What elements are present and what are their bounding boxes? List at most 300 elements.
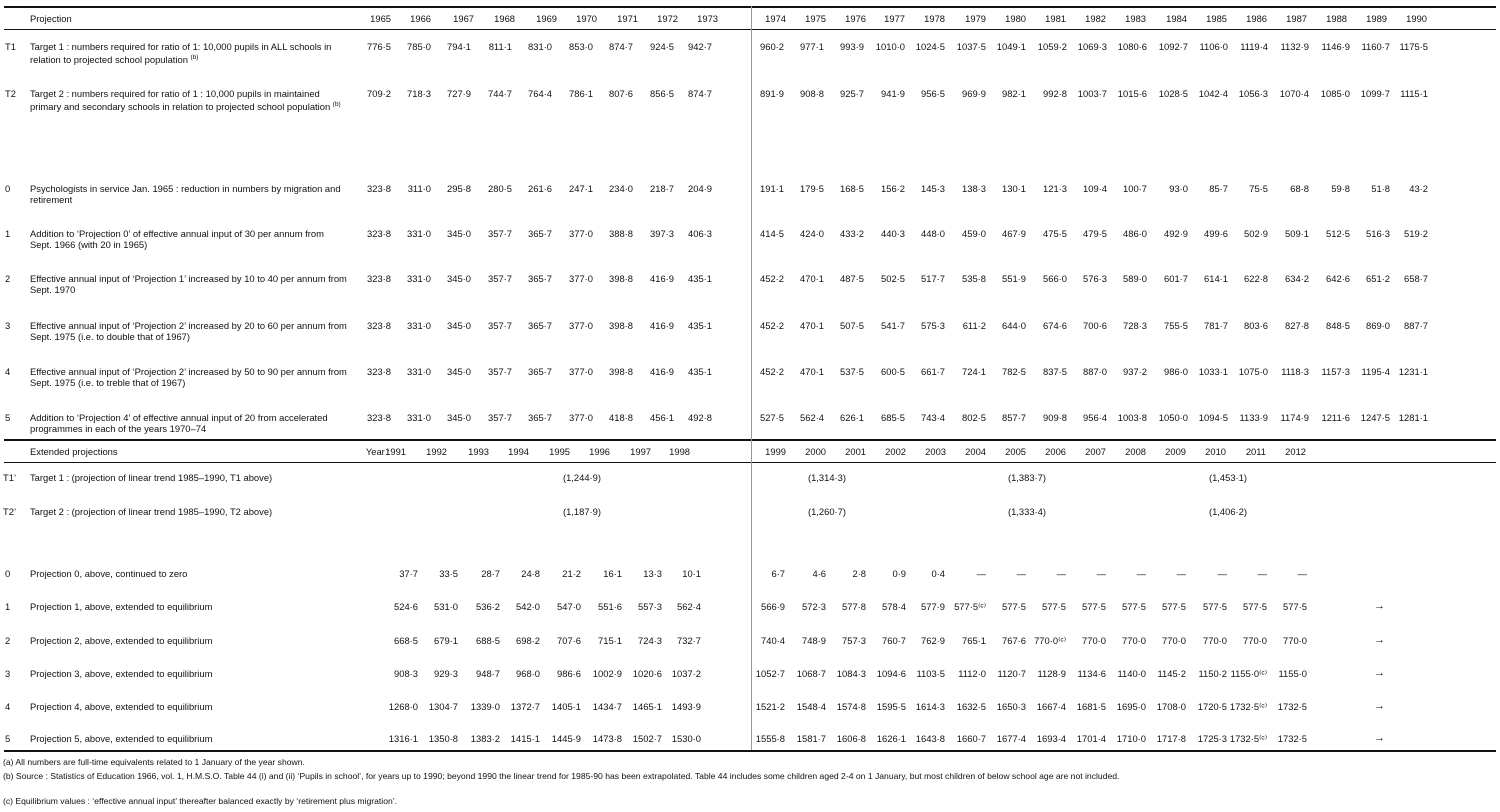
table-cell: 295·8	[447, 183, 471, 194]
table-cell: 0·9	[892, 568, 906, 579]
table-cell: —	[1176, 568, 1186, 579]
table-cell: 1304·7	[428, 701, 458, 712]
table-cell: 576·3	[1083, 273, 1107, 284]
table-cell: 388·8	[609, 228, 633, 239]
year-header: 1974	[765, 13, 786, 24]
year-header: 1977	[884, 13, 905, 24]
table-cell: 1103·5	[916, 668, 945, 679]
table-cell: 874·7	[688, 88, 712, 99]
table-cell: 794·1	[447, 41, 471, 52]
table-cell: 909·8	[1043, 412, 1067, 423]
table-cell: 1660·7	[956, 733, 986, 744]
row-label: Effective annual input of ‘Projection 1’ increased by 10 to 40 per annum from Sept. 1970	[30, 273, 347, 296]
table-cell: 575·3	[921, 320, 945, 331]
table-cell: 1003·8	[1117, 412, 1147, 423]
table-cell: 1080·6	[1117, 41, 1147, 52]
table-cell: 1075·0	[1238, 366, 1268, 377]
table-cell: 977·1	[800, 41, 824, 52]
arrow: →	[1374, 732, 1385, 744]
table-cell: 1415·1	[510, 733, 540, 744]
table-cell: 661·7	[921, 366, 945, 377]
table-cell: 377·0	[569, 366, 593, 377]
table-cell: 577·5	[1283, 601, 1307, 612]
table-cell: 831·0	[528, 41, 552, 52]
top-rule	[4, 6, 1496, 8]
table-cell: 1120·7	[997, 668, 1026, 679]
table-cell: 1701·4	[1076, 733, 1106, 744]
row-code: 2	[5, 273, 11, 284]
row-label: Projection 3, above, extended to equilibrium	[30, 668, 213, 679]
table-cell: 1574·8	[836, 701, 866, 712]
table-cell: 1732·5⁽ᶜ⁾	[1229, 701, 1267, 712]
table-cell: 1720·5	[1197, 701, 1227, 712]
table-cell: 365·7	[528, 273, 552, 284]
table-cell: 452·2	[760, 320, 784, 331]
table-cell: 948·7	[476, 668, 500, 679]
table-cell: 724·1	[962, 366, 986, 377]
extended-projections-title: Extended projections	[30, 446, 118, 457]
table-cell: 744·7	[488, 88, 512, 99]
year-header: 2008	[1125, 446, 1146, 457]
table-cell: 727·9	[447, 88, 471, 99]
table-cell: 1383·2	[470, 733, 500, 744]
table-cell: 323·8	[367, 228, 391, 239]
table-cell: 452·2	[760, 273, 784, 284]
row-code: T1’	[3, 472, 17, 483]
table-cell: 1150·2	[1198, 668, 1227, 679]
table-cell: 357·7	[488, 320, 512, 331]
year-header: 2003	[925, 446, 946, 457]
table-cell: 600·5	[881, 366, 905, 377]
table-cell: 993·9	[840, 41, 864, 52]
extended-header-rule	[4, 462, 1496, 463]
projection-header: Projection	[30, 13, 72, 24]
table-cell: 767·6	[1002, 635, 1026, 646]
table-cell: 1708·0	[1156, 701, 1186, 712]
table-cell: 1717·8	[1156, 733, 1186, 744]
row-code: 5	[5, 412, 11, 423]
table-cell: 357·7	[488, 366, 512, 377]
row-label: Effective annual input of ‘Projection 2’ increased by 50 to 90 per annum from Sept. 1975 (i.e. to treble that of 1967)	[30, 366, 347, 389]
table-cell: 986·0	[1164, 366, 1188, 377]
table-cell: 992·8	[1043, 88, 1067, 99]
table-cell: 416·9	[650, 320, 674, 331]
table-cell: 937·2	[1123, 366, 1147, 377]
year-header: 1999	[765, 446, 786, 457]
table-cell: 1434·7	[592, 701, 622, 712]
table-cell: 601·7	[1164, 273, 1188, 284]
table-cell: 1119·4	[1240, 41, 1268, 52]
table-cell: 1050·0	[1158, 412, 1188, 423]
table-cell: 345·0	[447, 366, 471, 377]
table-cell: 1068·7	[796, 668, 826, 679]
table-cell: 456·1	[650, 412, 674, 423]
table-cell: 642·6	[1326, 273, 1350, 284]
row-label: Target 2 : (projection of linear trend 1985–1990, T2 above)	[30, 506, 273, 517]
table-cell: 718·3	[407, 88, 431, 99]
year-header: 2009	[1165, 446, 1186, 457]
table-cell: 345·0	[447, 412, 471, 423]
table-cell: 674·6	[1043, 320, 1067, 331]
table-cell: 700·6	[1083, 320, 1107, 331]
year-header: 2001	[845, 446, 866, 457]
table-cell: 956·5	[921, 88, 945, 99]
table-cell: 479·5	[1083, 228, 1107, 239]
table-cell: 1092·7	[1158, 41, 1188, 52]
table-cell: 459·0	[962, 228, 986, 239]
table-cell: 1033·1	[1198, 366, 1228, 377]
table-cell: 331·0	[407, 273, 431, 284]
table-cell: 433·2	[840, 228, 864, 239]
table-cell: 1024·5	[915, 41, 945, 52]
table-cell: 1445·9	[551, 733, 581, 744]
table-cell: 1465·1	[632, 701, 662, 712]
table-cell: —	[1056, 568, 1066, 579]
table-cell: 770·0	[1122, 635, 1146, 646]
table-cell: 1530·0	[671, 733, 701, 744]
table-cell: 345·0	[447, 228, 471, 239]
table-cell: 280·5	[488, 183, 512, 194]
table-cell: 2·8	[852, 568, 866, 579]
table-cell: 887·7	[1404, 320, 1428, 331]
table-cell: 968·0	[516, 668, 540, 679]
table-cell: 803·6	[1244, 320, 1268, 331]
table-cell: 1316·1	[388, 733, 418, 744]
table-cell: 1010·0	[875, 41, 905, 52]
row-code: 1	[5, 228, 11, 239]
table-cell: 802·5	[962, 412, 986, 423]
table-cell: 785·0	[407, 41, 431, 52]
table-cell: —	[1096, 568, 1106, 579]
table-cell: 969·9	[962, 88, 986, 99]
table-cell: 577·8	[842, 601, 866, 612]
table-cell: 323·8	[367, 183, 391, 194]
table-cell: 467·9	[1002, 228, 1026, 239]
table-cell: 37·7	[399, 568, 418, 579]
table-cell: 51·8	[1371, 183, 1390, 194]
table-cell: 770·0	[1283, 635, 1307, 646]
row-code: T1	[5, 41, 16, 52]
table-cell: 1070·4	[1279, 88, 1309, 99]
table-cell: 1732·5	[1277, 733, 1307, 744]
table-cell: 541·7	[881, 320, 905, 331]
table-cell: 512·5	[1326, 228, 1350, 239]
year-header: 1967	[453, 13, 474, 24]
table-cell: 0·4	[931, 568, 945, 579]
table-cell: 626·1	[840, 412, 864, 423]
table-cell: 566·0	[1043, 273, 1067, 284]
table-cell: 398·8	[609, 366, 633, 377]
table-cell: 782·5	[1002, 366, 1026, 377]
table-cell: 492·9	[1164, 228, 1188, 239]
table-cell: 748·9	[802, 635, 826, 646]
year-header: 1983	[1125, 13, 1146, 24]
table-cell: 1725·3	[1197, 733, 1227, 744]
year-header: 2012	[1285, 446, 1306, 457]
table-cell: 869·0	[1366, 320, 1390, 331]
table-cell: 261·6	[528, 183, 552, 194]
table-cell: 1281·1	[1398, 412, 1428, 423]
table-cell: 1502·7	[632, 733, 662, 744]
year-header: 1985	[1206, 13, 1227, 24]
table-cell: 577·5	[1082, 601, 1106, 612]
table-cell: 956·4	[1083, 412, 1107, 423]
table-cell: 100·7	[1123, 183, 1147, 194]
year-header: 1988	[1326, 13, 1347, 24]
table-cell: 1339·0	[470, 701, 500, 712]
year-header: 1996	[589, 446, 610, 457]
table-cell: 1099·7	[1360, 88, 1390, 99]
table-cell: 1037·2	[671, 668, 701, 679]
table-cell: 557·3	[638, 601, 662, 612]
table-cell: 21·2	[562, 568, 581, 579]
table-cell: 1157·3	[1321, 366, 1350, 377]
footnote-marker: (b)	[332, 101, 341, 109]
year-header: 1965	[370, 13, 391, 24]
table-cell: 470·1	[800, 320, 824, 331]
table-cell: 698·2	[516, 635, 540, 646]
table-cell: 416·9	[650, 273, 674, 284]
table-cell: 762·9	[921, 635, 945, 646]
table-cell: 887·0	[1083, 366, 1107, 377]
table-cell: 908·8	[800, 88, 824, 99]
table-cell: 1155·0⁽ᶜ⁾	[1230, 668, 1267, 679]
year-header: 1972	[657, 13, 678, 24]
year-header: 1994	[508, 446, 529, 457]
table-cell: 891·9	[760, 88, 784, 99]
table-cell: 492·8	[688, 412, 712, 423]
table-cell: 1118·3	[1281, 366, 1309, 377]
year-header: 1975	[805, 13, 826, 24]
table-cell: 1094·5	[1198, 412, 1228, 423]
year-header: 1991	[385, 446, 406, 457]
table-cell: (1,383·7)	[1007, 472, 1046, 483]
table-cell: 519·2	[1404, 228, 1428, 239]
table-cell: 1002·9	[592, 668, 622, 679]
table-cell: 435·1	[688, 366, 712, 377]
table-cell: 1049·1	[996, 41, 1026, 52]
table-cell: 743·4	[921, 412, 945, 423]
table-cell: 234·0	[609, 183, 633, 194]
year-header: 2006	[1045, 446, 1066, 457]
table-cell: 145·3	[921, 183, 945, 194]
table-cell: 1069·3	[1077, 41, 1107, 52]
table-cell: 475·5	[1043, 228, 1067, 239]
table-cell: 1042·4	[1198, 88, 1228, 99]
table-cell: 345·0	[447, 273, 471, 284]
row-code: 3	[5, 668, 11, 679]
table-cell: 551·9	[1002, 273, 1026, 284]
year-header: 1980	[1005, 13, 1026, 24]
table-cell: 130·1	[1002, 183, 1026, 194]
year-header: 2007	[1085, 446, 1106, 457]
year-header: 1993	[468, 446, 489, 457]
table-cell: 75·5	[1249, 183, 1268, 194]
table-cell: 486·0	[1123, 228, 1147, 239]
table-cell: 377·0	[569, 228, 593, 239]
table-cell: 424·0	[800, 228, 824, 239]
table-cell: 179·5	[800, 183, 824, 194]
table-cell: 365·7	[528, 228, 552, 239]
table-cell: 644·0	[1002, 320, 1026, 331]
table-cell: 531·0	[434, 601, 458, 612]
table-cell: 516·3	[1366, 228, 1390, 239]
table-cell: 85·7	[1209, 183, 1228, 194]
year-header: 1979	[965, 13, 986, 24]
table-cell: 1650·3	[996, 701, 1026, 712]
table-cell: 551·6	[598, 601, 622, 612]
table-cell: 1681·5	[1076, 701, 1106, 712]
table-cell: 377·0	[569, 273, 593, 284]
footnote: (b) Source : Statistics of Education 1966, vol. 1, H.M.S.O. Table 44 (i) and (ii) ‘Pupils in school’, for years up to 1990; beyond 1990 the linear trend for 1985-90 has been extrapolated. Table 44 includes some children aged 2-4 on 1 January, but most children of below school age are not included.	[3, 771, 1120, 781]
year-header: 1981	[1045, 13, 1066, 24]
table-cell: 509·1	[1285, 228, 1309, 239]
table-cell: 724·3	[638, 635, 662, 646]
table-cell: 323·8	[367, 412, 391, 423]
table-cell: 1106·0	[1199, 41, 1228, 52]
year-header: 1982	[1085, 13, 1106, 24]
table-cell: 1132·9	[1280, 41, 1309, 52]
table-cell: 757·3	[842, 635, 866, 646]
table-cell: 168·5	[840, 183, 864, 194]
year-header: 1992	[426, 446, 447, 457]
table-cell: (1,333·4)	[1007, 506, 1046, 517]
table-cell: 614·1	[1204, 273, 1228, 284]
table-cell: 6·7	[771, 568, 785, 579]
table-cell: 398·8	[609, 320, 633, 331]
table-cell: 874·7	[609, 41, 633, 52]
row-label: Target 2 : numbers required for ratio of 1 : 10,000 pupils in maintained primary and secondary schools in relation to projected school population $^{(b)}$	[30, 88, 341, 113]
row-label: Projection 5, above, extended to equilibrium	[30, 733, 213, 744]
table-cell: 4·6	[812, 568, 826, 579]
table-cell: 740·4	[761, 635, 785, 646]
table-cell: 1133·9	[1239, 412, 1268, 423]
row-label: Projection 4, above, extended to equilibrium	[30, 701, 213, 712]
table-cell: 924·5	[650, 41, 674, 52]
table-cell: 770·0	[1243, 635, 1267, 646]
table-cell: 1521·2	[755, 701, 785, 712]
table-cell: 68·8	[1290, 183, 1309, 194]
table-cell: 345·0	[447, 320, 471, 331]
table-cell: 715·1	[598, 635, 622, 646]
table-cell: 770·0	[1082, 635, 1106, 646]
table-cell: 452·2	[760, 366, 784, 377]
table-cell: 377·0	[569, 412, 593, 423]
table-cell: 121·3	[1043, 183, 1067, 194]
table-cell: 406·3	[688, 228, 712, 239]
table-cell: 925·7	[840, 88, 864, 99]
arrow: →	[1374, 667, 1385, 679]
table-cell: —	[1297, 568, 1307, 579]
table-cell: 502·9	[1244, 228, 1268, 239]
table-cell: 929·3	[434, 668, 458, 679]
year-header: 1998	[669, 446, 690, 457]
table-cell: 765·1	[962, 635, 986, 646]
table-cell: 470·1	[800, 273, 824, 284]
table-cell: 59·8	[1331, 183, 1350, 194]
table-cell: 1112·0	[958, 668, 986, 679]
year-header: 1986	[1246, 13, 1267, 24]
year-header: 2000	[805, 446, 826, 457]
table-cell: 416·9	[650, 366, 674, 377]
bottom-rule	[4, 750, 1496, 752]
table-cell: 1015·6	[1117, 88, 1147, 99]
table-cell: 1059·2	[1037, 41, 1067, 52]
table-cell: 331·0	[407, 228, 431, 239]
footnote: (c) Equilibrium values : ‘effective annual input’ thereafter balanced exactly by ‘retirement plus migration’.	[3, 796, 398, 806]
table-cell: 1632·5	[956, 701, 986, 712]
year-header: 2004	[965, 446, 986, 457]
year-header: 1969	[536, 13, 557, 24]
table-cell: 357·7	[488, 273, 512, 284]
row-code: 1	[5, 601, 11, 612]
table-cell: 611·2	[962, 320, 986, 331]
table-cell: 24·8	[521, 568, 540, 579]
table-cell: 577·5	[1042, 601, 1066, 612]
table-cell: 1350·8	[428, 733, 458, 744]
year-header: 2010	[1205, 446, 1226, 457]
table-cell: 1732·5	[1277, 701, 1307, 712]
table-cell: —	[1217, 568, 1227, 579]
table-cell: 1231·1	[1398, 366, 1428, 377]
table-cell: 732·7	[677, 635, 701, 646]
year-header: 1984	[1166, 13, 1187, 24]
table-cell: 365·7	[528, 320, 552, 331]
table-cell: 357·7	[488, 412, 512, 423]
table-cell: 709·2	[367, 88, 391, 99]
table-cell: 776·5	[367, 41, 391, 52]
table-cell: 1084·3	[836, 668, 866, 679]
row-label: Psychologists in service Jan. 1965 : reduction in numbers by migration and retirement	[30, 183, 341, 206]
table-cell: 1473·8	[592, 733, 622, 744]
table-cell: 688·5	[476, 635, 500, 646]
table-cell: 577·5	[1162, 601, 1186, 612]
table-cell: 331·0	[407, 320, 431, 331]
table-cell: 537·5	[840, 366, 864, 377]
table-cell: 1595·5	[876, 701, 906, 712]
table-cell: 1372·7	[510, 701, 540, 712]
row-label: Addition to ‘Projection 0’ of effective annual input of 30 per annum from Sept. 1966 (with 20 in 1965)	[30, 228, 324, 251]
table-cell: 43·2	[1409, 183, 1428, 194]
row-label: Target 1 : numbers required for ratio of 1: 10,000 pupils in ALL schools in relation to projected school population $^{(b)}$	[30, 41, 332, 66]
row-code: 0	[5, 568, 11, 579]
row-code: 0	[5, 183, 11, 194]
arrow: →	[1374, 634, 1385, 646]
table-cell: 941·9	[881, 88, 905, 99]
table-cell: —	[1136, 568, 1146, 579]
table-cell: (1,453·1)	[1208, 472, 1247, 483]
table-cell: 1626·1	[876, 733, 906, 744]
row-code: 4	[5, 701, 11, 712]
table-cell: 547·0	[557, 601, 581, 612]
table-cell: 986·6	[557, 668, 581, 679]
table-cell: 679·1	[434, 635, 458, 646]
row-code: T2’	[3, 506, 17, 517]
table-cell: 577·9	[921, 601, 945, 612]
table-cell: 622·8	[1244, 273, 1268, 284]
year-header: 1987	[1286, 13, 1307, 24]
table-cell: 1115·1	[1400, 88, 1428, 99]
row-label: Effective annual input of ‘Projection 2’ increased by 20 to 60 per annum from Sept. 1975 (i.e. to double that of 1967)	[30, 320, 347, 343]
table-cell: 786·1	[569, 88, 593, 99]
table-cell: 1020·6	[632, 668, 662, 679]
table-cell: —	[976, 568, 986, 579]
table-cell: 1606·8	[836, 733, 866, 744]
table-cell: 651·2	[1366, 273, 1390, 284]
arrow: →	[1374, 700, 1385, 712]
table-cell: 499·6	[1204, 228, 1228, 239]
table-cell: 1134·6	[1077, 668, 1106, 679]
